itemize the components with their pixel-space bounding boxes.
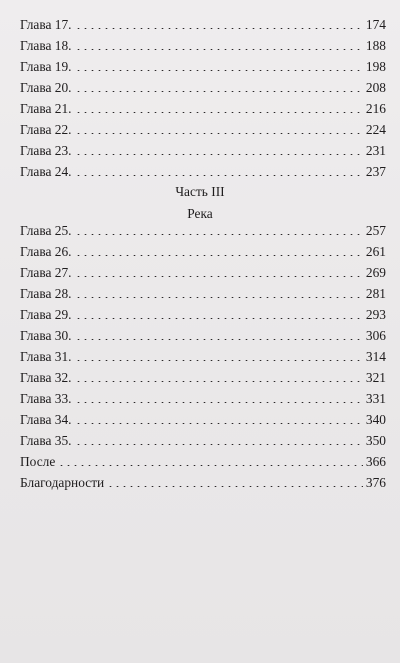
table-of-contents-bottom — [20, 220, 386, 493]
toc-entry — [20, 14, 386, 35]
toc-entry-page: 281 — [365, 286, 386, 301]
toc-entry — [20, 77, 386, 98]
dot-leader — [75, 175, 363, 176]
toc-entry-page: 340 — [365, 412, 386, 427]
dot-leader — [75, 112, 363, 113]
toc-entry-title: Глава 20. — [20, 80, 72, 95]
toc-entry-page: 188 — [365, 38, 386, 53]
toc-entry-page: 257 — [365, 223, 386, 238]
dot-leader — [75, 276, 363, 277]
dot-leader — [75, 91, 363, 92]
part-title-heading: Река — [187, 206, 213, 221]
dot-leader — [107, 486, 363, 487]
toc-entry-title: Глава 18. — [20, 38, 72, 53]
toc-entry-title: Глава 28. — [20, 286, 72, 301]
toc-entry — [20, 409, 386, 430]
toc-entry — [20, 346, 386, 367]
toc-entry-page: 306 — [365, 328, 386, 343]
toc-entry — [20, 451, 386, 472]
toc-entry-page: 331 — [365, 391, 386, 406]
dot-leader — [75, 234, 363, 235]
toc-entry-page: 321 — [365, 370, 386, 385]
dot-leader — [75, 381, 363, 382]
toc-entry-title: Глава 23. — [20, 143, 72, 158]
toc-entry-title: Глава 25. — [20, 223, 72, 238]
toc-entry — [20, 304, 386, 325]
toc-entry-page: 208 — [365, 80, 386, 95]
toc-entry-title: Глава 30. — [20, 328, 72, 343]
toc-entry-page: 314 — [365, 349, 386, 364]
toc-entry-title: После — [20, 454, 56, 469]
part-number-heading: Часть III — [175, 184, 225, 199]
toc-entry-page: 216 — [365, 101, 386, 116]
toc-entry-title: Глава 19. — [20, 59, 72, 74]
toc-entry-title: Благодарности — [20, 475, 105, 490]
dot-leader — [75, 154, 363, 155]
toc-entry-title: Глава 33. — [20, 391, 72, 406]
toc-entry-title: Глава 29. — [20, 307, 72, 322]
toc-entry-page: 224 — [365, 122, 386, 137]
toc-entry — [20, 283, 386, 304]
dot-leader — [58, 465, 363, 466]
toc-entry — [20, 119, 386, 140]
toc-entry-title: Глава 22. — [20, 122, 72, 137]
toc-entry-title: Глава 31. — [20, 349, 72, 364]
toc-entry — [20, 262, 386, 283]
toc-entry-page: 293 — [365, 307, 386, 322]
toc-entry-page: 261 — [365, 244, 386, 259]
toc-entry-title: Глава 35. — [20, 433, 72, 448]
toc-entry-page: 376 — [365, 475, 386, 490]
dot-leader — [75, 402, 363, 403]
toc-entry — [20, 140, 386, 161]
toc-entry-page: 269 — [365, 265, 386, 280]
toc-entry — [20, 241, 386, 262]
toc-entry-title: Глава 34. — [20, 412, 72, 427]
toc-entry-page: 231 — [365, 143, 386, 158]
dot-leader — [75, 444, 363, 445]
dot-leader — [75, 49, 363, 50]
toc-entry — [20, 161, 386, 182]
toc-entry — [20, 56, 386, 77]
dot-leader — [75, 423, 363, 424]
toc-entry — [20, 35, 386, 56]
dot-leader — [75, 360, 363, 361]
toc-entry — [20, 325, 386, 346]
dot-leader — [75, 28, 363, 29]
dot-leader — [75, 318, 363, 319]
dot-leader — [75, 297, 363, 298]
toc-entry-title: Глава 26. — [20, 244, 72, 259]
toc-entry-page: 350 — [365, 433, 386, 448]
table-of-contents-top — [20, 14, 386, 182]
toc-entry — [20, 220, 386, 241]
toc-entry-title: Глава 17. — [20, 17, 72, 32]
dot-leader — [75, 133, 363, 134]
toc-entry — [20, 367, 386, 388]
toc-entry-page: 174 — [365, 17, 386, 32]
toc-entry-title: Глава 24. — [20, 164, 72, 179]
toc-entry — [20, 472, 386, 493]
toc-entry-title: Глава 32. — [20, 370, 72, 385]
dot-leader — [75, 255, 363, 256]
toc-entry-page: 366 — [365, 454, 386, 469]
dot-leader — [75, 339, 363, 340]
toc-entry — [20, 430, 386, 451]
toc-entry-page: 198 — [365, 59, 386, 74]
toc-entry-title: Глава 27. — [20, 265, 72, 280]
toc-entry-title: Глава 21. — [20, 101, 72, 116]
toc-entry — [20, 98, 386, 119]
dot-leader — [75, 70, 363, 71]
toc-entry-page: 237 — [365, 164, 386, 179]
toc-entry — [20, 388, 386, 409]
